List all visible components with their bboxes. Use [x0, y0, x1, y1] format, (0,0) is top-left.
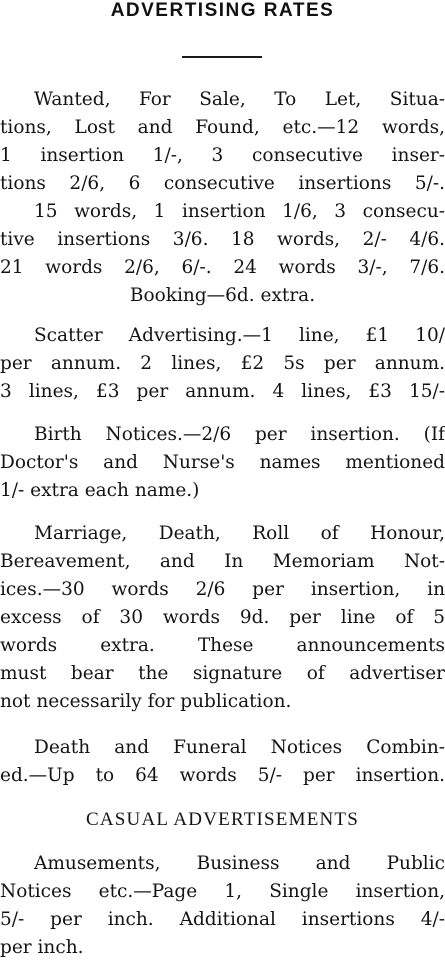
text-line: Notices etc.—Page 1, Single insertion,: [0, 881, 445, 902]
text-line: 21 words 2/6, 6/-. 24 words 3/-, 7/6.: [0, 257, 445, 278]
text-line: Death and Funeral Notices Combin-: [34, 737, 445, 758]
general-rates-paragraph: [0, 86, 445, 310]
text-line: excess of 30 words 9d. per line of 5: [0, 607, 445, 628]
text-line: tive insertions 3/6. 18 words, 2/- 4/6.: [0, 229, 445, 250]
text-line: tions 2/6, 6 consecutive insertions 5/-.: [0, 173, 445, 194]
text-line: 5/- per inch. Additional insertions 4/-: [0, 909, 445, 930]
casual-advertisements-paragraph: [0, 850, 445, 962]
text-line: words extra. These announcements: [0, 635, 445, 656]
text-line: tions, Lost and Found, etc.—12 words,: [0, 117, 445, 138]
title-rule: [182, 56, 262, 58]
casual-advertisements-heading: CASUAL ADVERTISEMENTS: [85, 809, 359, 830]
text-line: per inch.: [0, 937, 84, 958]
scatter-advertising-paragraph: [0, 322, 445, 406]
text-line: Birth Notices.—2/6 per insertion. (If: [34, 424, 445, 445]
text-line: Wanted, For Sale, To Let, Situa-: [34, 89, 445, 110]
text-line: must bear the signature of advertiser: [0, 663, 445, 684]
text-line: Bereavement, and In Memoriam Not-: [0, 551, 445, 572]
text-line: 1/- extra each name.): [0, 480, 200, 501]
text-line: Doctor's and Nurse's names mentioned: [0, 452, 445, 473]
text-line: Marriage, Death, Roll of Honour,: [34, 523, 445, 544]
marriage-death-notices-paragraph: [0, 520, 445, 716]
text-line: Booking—6d. extra.: [129, 285, 316, 306]
text-line: Amusements, Business and Public: [34, 853, 445, 874]
page-title: ADVERTISING RATES: [110, 0, 335, 21]
text-line: Scatter Advertising.—1 line, £1 10/: [34, 325, 445, 346]
death-funeral-notices-paragraph: [0, 734, 445, 790]
text-line: ices.—30 words 2/6 per insertion, in: [0, 579, 445, 600]
text-line: per annum. 2 lines, £2 5s per annum.: [0, 353, 445, 374]
birth-notices-paragraph: [0, 421, 445, 505]
text-line: ed.—Up to 64 words 5/- per insertion.: [0, 765, 445, 786]
text-line: not necessarily for publication.: [0, 691, 292, 712]
text-line: 3 lines, £3 per annum. 4 lines, £3 15/-: [0, 381, 445, 402]
text-line: 15 words, 1 insertion 1/6, 3 consecu-: [34, 201, 445, 222]
text-line: 1 insertion 1/-, 3 consecutive inser-: [0, 145, 445, 166]
